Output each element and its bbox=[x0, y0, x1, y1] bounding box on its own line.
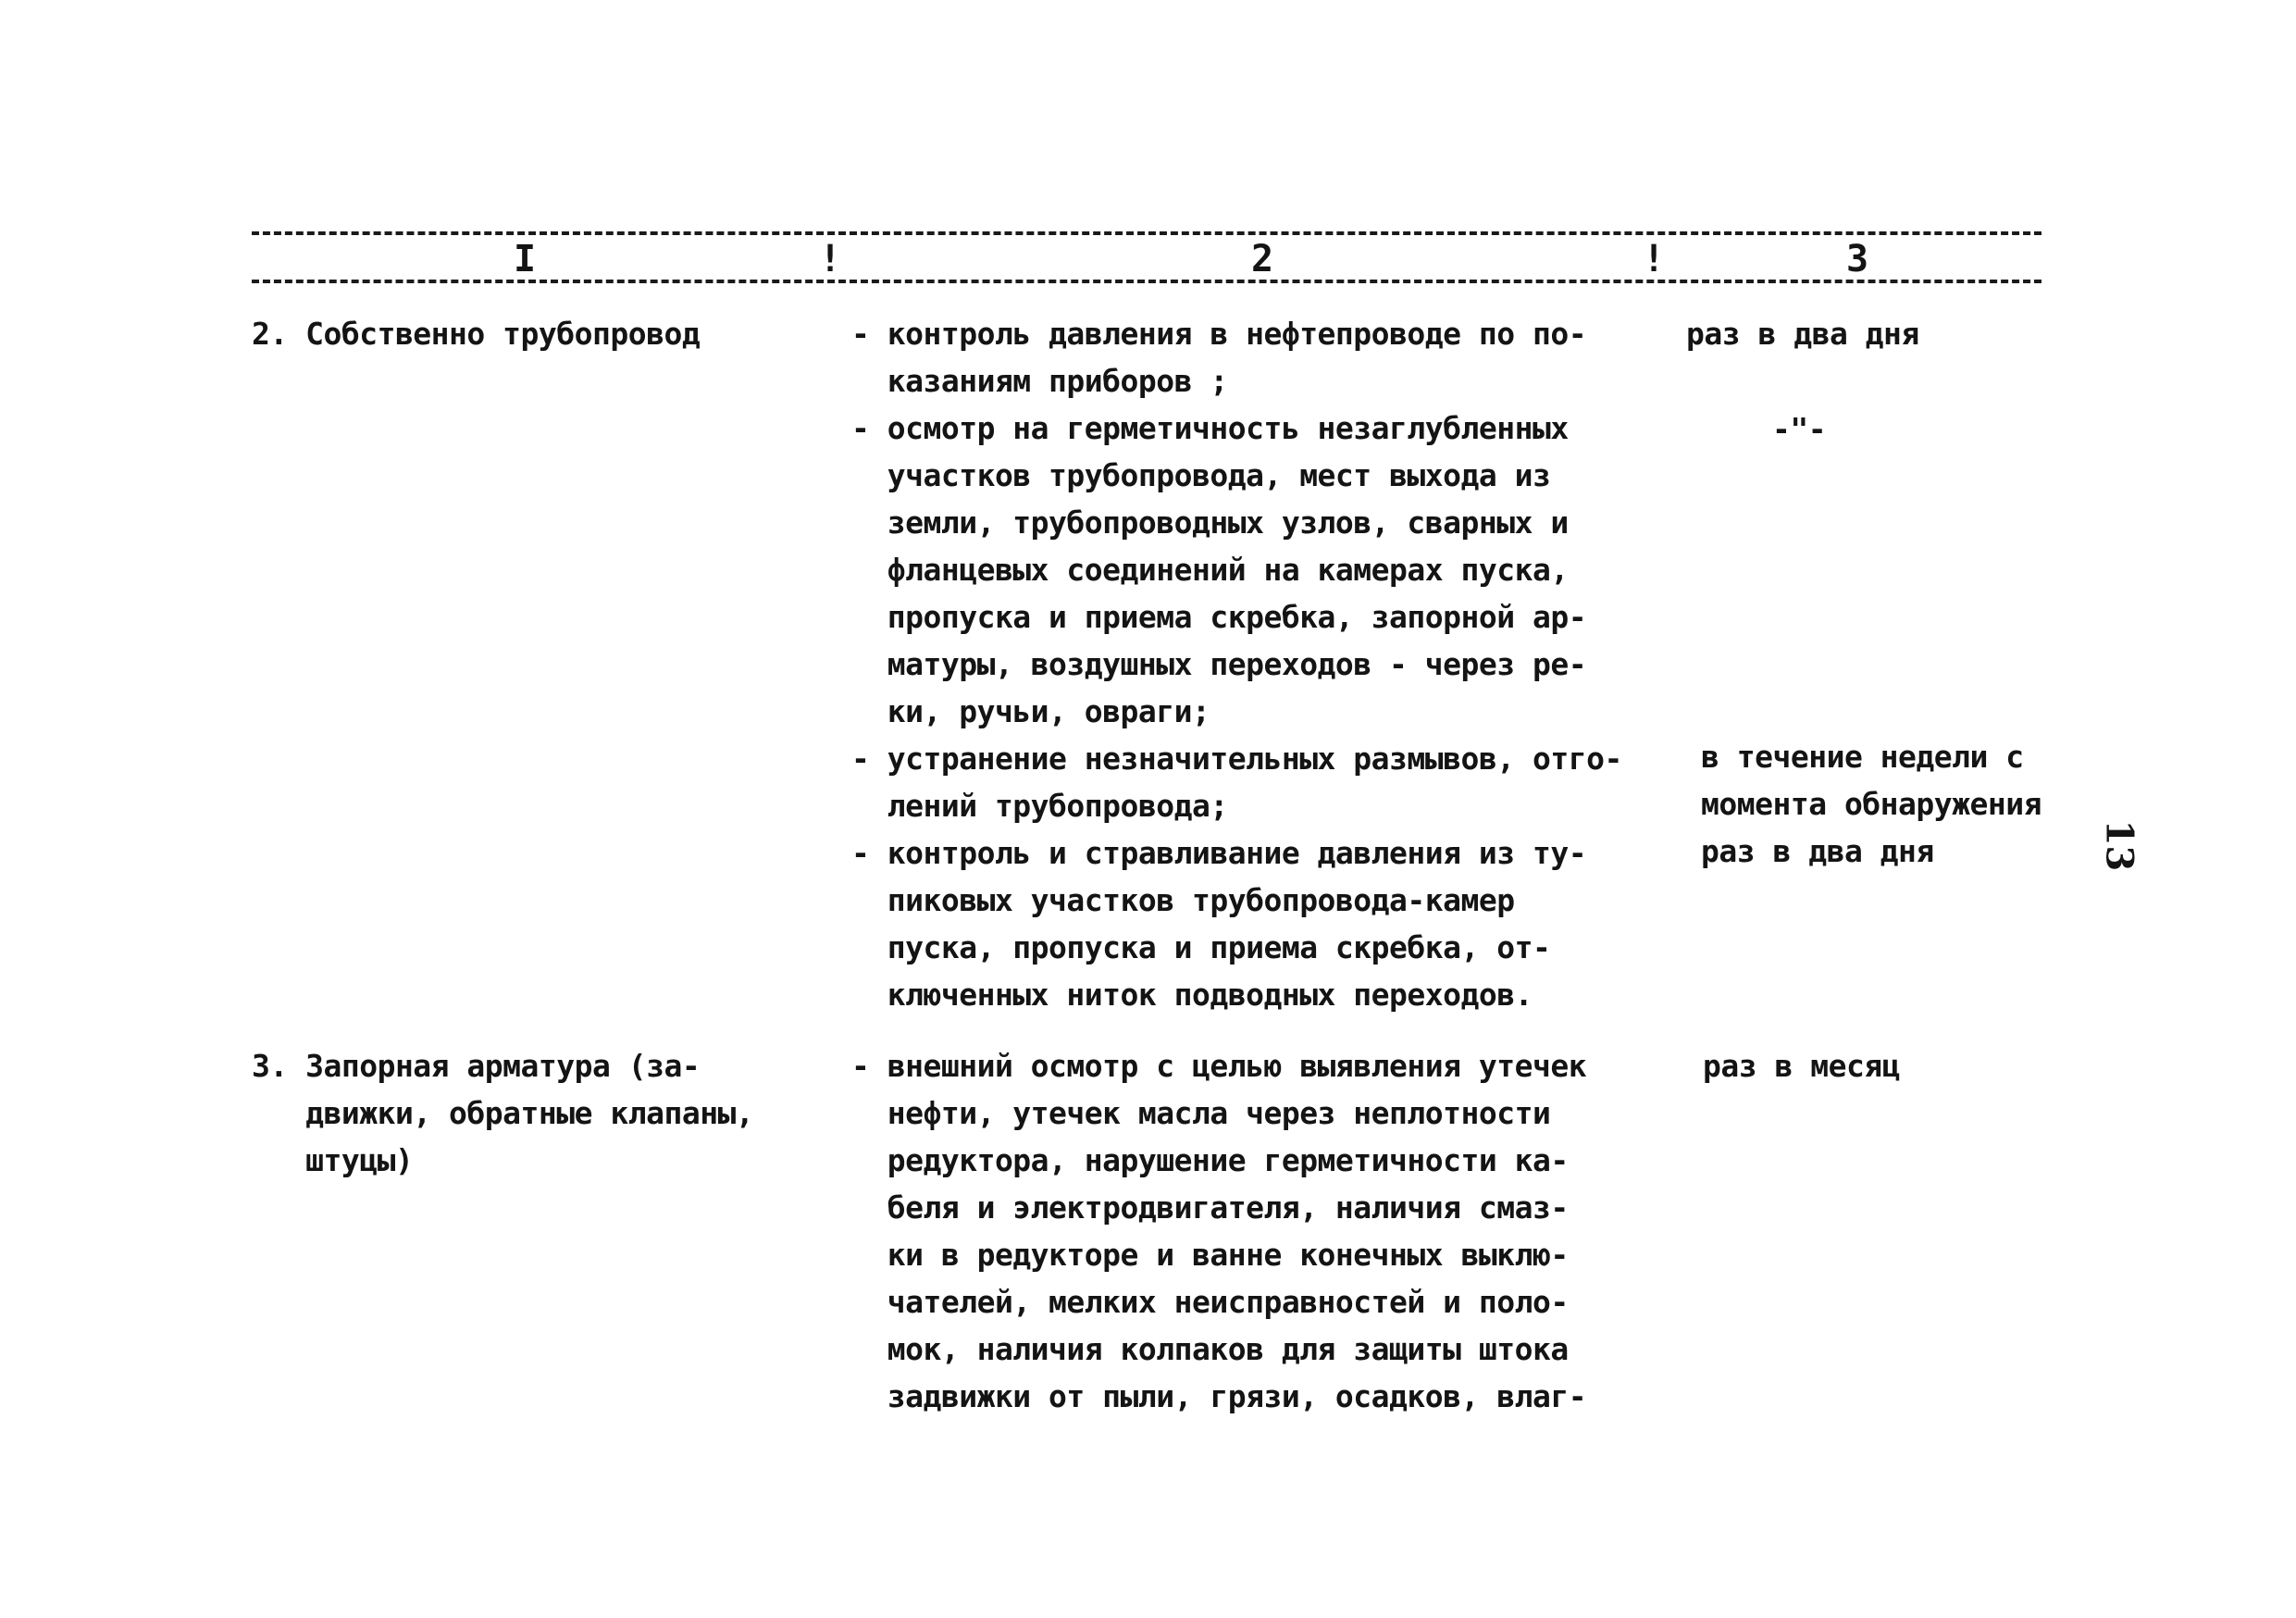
page-number: 13 bbox=[2097, 819, 2141, 872]
row-2-period-ditto: -"- bbox=[1772, 411, 1827, 447]
row-2-item: 2. Собственно трубопровод bbox=[252, 316, 701, 352]
column-separator-2: ! bbox=[1643, 238, 1666, 280]
row-2-period-4: раз в два дня bbox=[1701, 833, 1934, 869]
row-3-actions: - внешний осмотр с целью выявления утечек нефти, утечек масла через неплотности редуктора, нарушение герметичности ка- беля и электродвигателя, наличия смаз- ки в редукторе и ванне конечных выклю- чателей, мелких неисправностей и поло- мок, наличия колпаков для защиты штока задвижки от пыли, грязи, осадков, влаг- bbox=[851, 1048, 1587, 1414]
header-top-rule bbox=[252, 231, 2042, 235]
row-3-period-1: раз в месяц bbox=[1703, 1048, 1901, 1084]
row-2-period-1: раз в два дня bbox=[1686, 316, 1919, 352]
column-header-3: 3 bbox=[1846, 238, 1869, 280]
row-2-actions: - контроль давления в нефтепроводе по по- казаниям приборов ; - осмотр на герметичность незаглубленных участков трубопровода, мест выхода из земли, трубопроводных узлов, сварных и фланцевых соединений на камерах пуска, пропуска и приема скребка, запорной ар- матуры, воздушных переходов - через ре- ки, ручьи, овраги; - устранение незначительных размывов, отго- лений трубопровода; - контроль и стравливание давления из ту- пиковых участков трубопровода-камер пуска, пропуска и приема скребка, от- ключенных ниток подводных переходов. bbox=[851, 316, 1622, 1013]
row-3-item: 3. Запорная арматура (за- движки, обратные клапаны, штуцы) bbox=[252, 1048, 754, 1178]
column-header-1: I bbox=[514, 238, 537, 280]
row-2-period-3: в течение недели с момента обнаружения bbox=[1701, 739, 2042, 822]
column-header-2: 2 bbox=[1251, 238, 1274, 280]
column-separator-1: ! bbox=[819, 238, 842, 280]
